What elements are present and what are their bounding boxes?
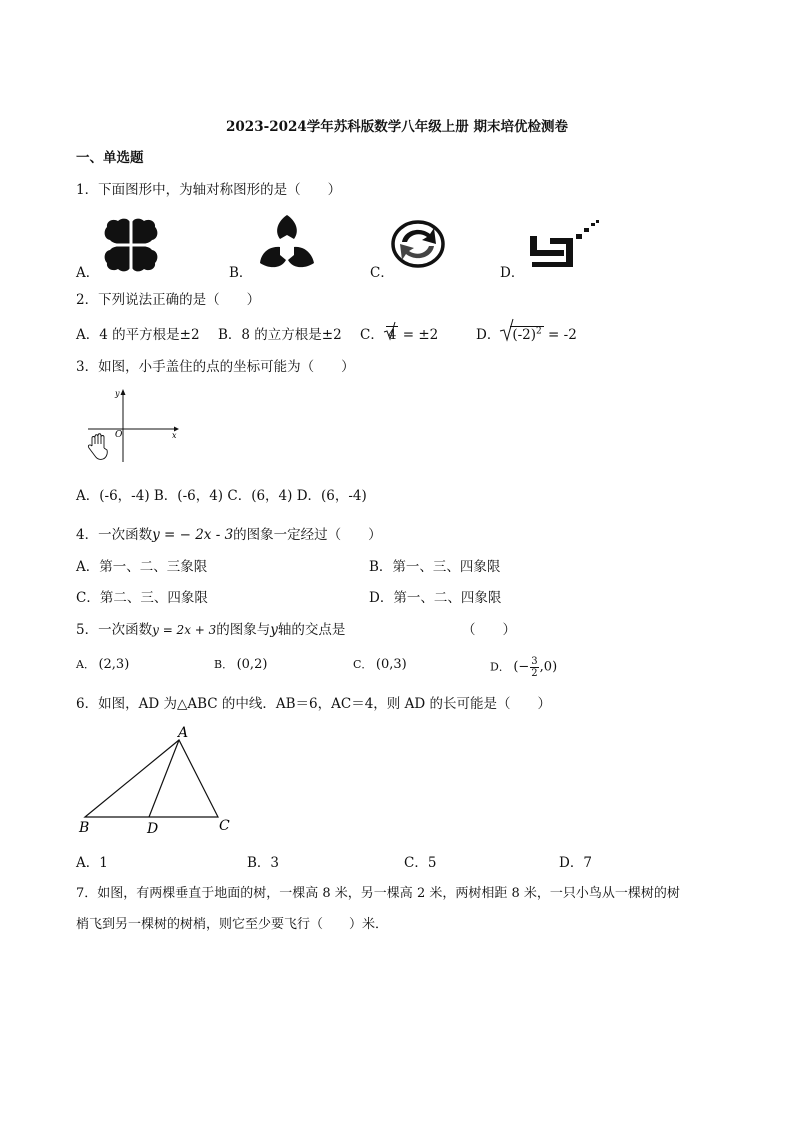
q2-option-d-radicand xyxy=(510,326,543,343)
q5-option-c-value: (0,3) xyxy=(375,657,407,672)
q4-stem-post: 的图象一定经过（ ） xyxy=(233,527,382,543)
q4-function: y = − 2x - 3 xyxy=(152,527,234,543)
question-7-line-2: 梢飞到另一棵树的树梢，则它至少要飞行（ ）米． xyxy=(76,917,389,932)
q5-option-d-label: D． xyxy=(490,660,510,674)
q2-option-d-exponent: 2 xyxy=(536,326,542,337)
q5-variable: y xyxy=(270,622,278,638)
q1-option-d-label: D． xyxy=(500,265,525,281)
question-5-stem xyxy=(76,618,345,638)
q6-option-a: A．1 xyxy=(76,855,108,871)
q1-option-a-label: A． xyxy=(76,265,100,281)
q1-option-b-label: B． xyxy=(229,265,253,281)
q5-option-b-value: (0,2) xyxy=(236,657,268,672)
q5-stem-post: 轴的交点是 xyxy=(277,622,346,638)
y-axis-label: y xyxy=(115,389,120,398)
triangle-abc-figure xyxy=(76,722,246,838)
page-title: 2023-2024学年苏科版数学八年级上册 期末培优检测卷 xyxy=(226,119,568,135)
question-3-options: A．(-6，-4) B．(-6，4) C．(6，4) D．(6，-4) xyxy=(76,488,367,504)
q6-option-c: C．5 xyxy=(404,855,437,871)
point-d-label: D xyxy=(147,821,159,837)
q2-option-d xyxy=(476,323,577,343)
q5-option-c xyxy=(353,656,407,672)
vertex-a-label: A xyxy=(178,725,189,741)
q4-option-d: D．第一、二、四象限 xyxy=(369,590,502,606)
x-axis-label: x xyxy=(172,431,177,440)
q4-option-c: C．第二、三、四象限 xyxy=(76,590,208,606)
q2-option-d-tail: = -2 xyxy=(548,327,577,343)
q5-stem-pre: 5．一次函数 xyxy=(76,622,153,638)
q5-stem-mid: 的图象与 xyxy=(216,622,271,638)
q5-option-c-label: C． xyxy=(353,658,373,671)
q6-option-b: B．3 xyxy=(247,855,280,871)
wifi-y-logo-icon xyxy=(528,218,600,270)
circular-arrows-symbol-icon xyxy=(390,218,446,270)
q4-option-a: A．第一、二、三象限 xyxy=(76,559,208,575)
q5-option-d xyxy=(490,656,557,679)
question-7-line-1: 7．如图，有两棵垂直于地面的树，一棵高 8 米，另一棵高 2 米，两树相距 8 米，一只小鸟从一棵树的树 xyxy=(76,886,680,901)
four-leaf-symbol-icon xyxy=(104,218,158,272)
q2-option-b: B．8 的立方根是±2 xyxy=(218,327,342,343)
vertex-c-label: C xyxy=(219,818,230,834)
question-3-stem: 3．如图，小手盖住的点的坐标可能为（ ） xyxy=(76,359,355,375)
q5-option-b xyxy=(214,656,267,672)
q6-option-d: D．7 xyxy=(559,855,592,871)
q4-stem-pre: 4．一次函数 xyxy=(76,527,153,543)
q5-option-d-denominator: 2 xyxy=(531,668,538,679)
q5-option-a-value: (2,3) xyxy=(98,657,130,672)
triple-swirl-symbol-icon xyxy=(256,213,318,271)
question-2-stem: 2．下列说法正确的是（ ） xyxy=(76,292,261,308)
q2-option-d-radical-sign xyxy=(500,318,514,342)
q2-option-c-label: C． xyxy=(360,327,384,343)
q2-option-c-radicand: 4 xyxy=(387,327,397,343)
q4-option-b: B．第一、三、四象限 xyxy=(369,559,501,575)
q5-option-a xyxy=(76,656,129,672)
q2-option-c xyxy=(360,323,438,343)
q2-option-c-radical-sign xyxy=(384,321,396,341)
q5-option-d-pre: (− xyxy=(513,659,530,675)
q5-option-b-label: B． xyxy=(214,658,234,671)
coordinate-axes-figure xyxy=(86,388,180,464)
q5-option-d-numerator: 3 xyxy=(531,656,538,667)
q5-option-d-fraction xyxy=(530,656,538,679)
q5-function: y = 2x + 3 xyxy=(152,623,217,637)
question-1-stem: 1．下面图形中，为轴对称图形的是（ ） xyxy=(76,182,342,198)
q2-option-c-tail: = ±2 xyxy=(402,327,439,343)
q2-option-a: A．4 的平方根是±2 xyxy=(76,327,200,343)
vertex-b-label: B xyxy=(79,820,90,836)
question-6-stem: 6．如图，AD 为△ABC 的中线．AB＝6，AC＝4，则 AD 的长可能是（ ） xyxy=(76,696,551,712)
q2-option-d-label: D． xyxy=(476,327,501,343)
q5-answer-paren: （ ） xyxy=(462,622,516,638)
q1-option-c-label: C． xyxy=(370,265,394,281)
section-heading: 一、单选题 xyxy=(76,150,144,166)
origin-label: O xyxy=(115,430,123,440)
q2-option-d-base: (-2) xyxy=(512,327,537,343)
hand-icon xyxy=(88,434,107,460)
question-4-stem xyxy=(76,523,382,543)
q5-option-a-label: A． xyxy=(76,658,95,671)
q5-option-d-post: ,0) xyxy=(539,659,558,675)
